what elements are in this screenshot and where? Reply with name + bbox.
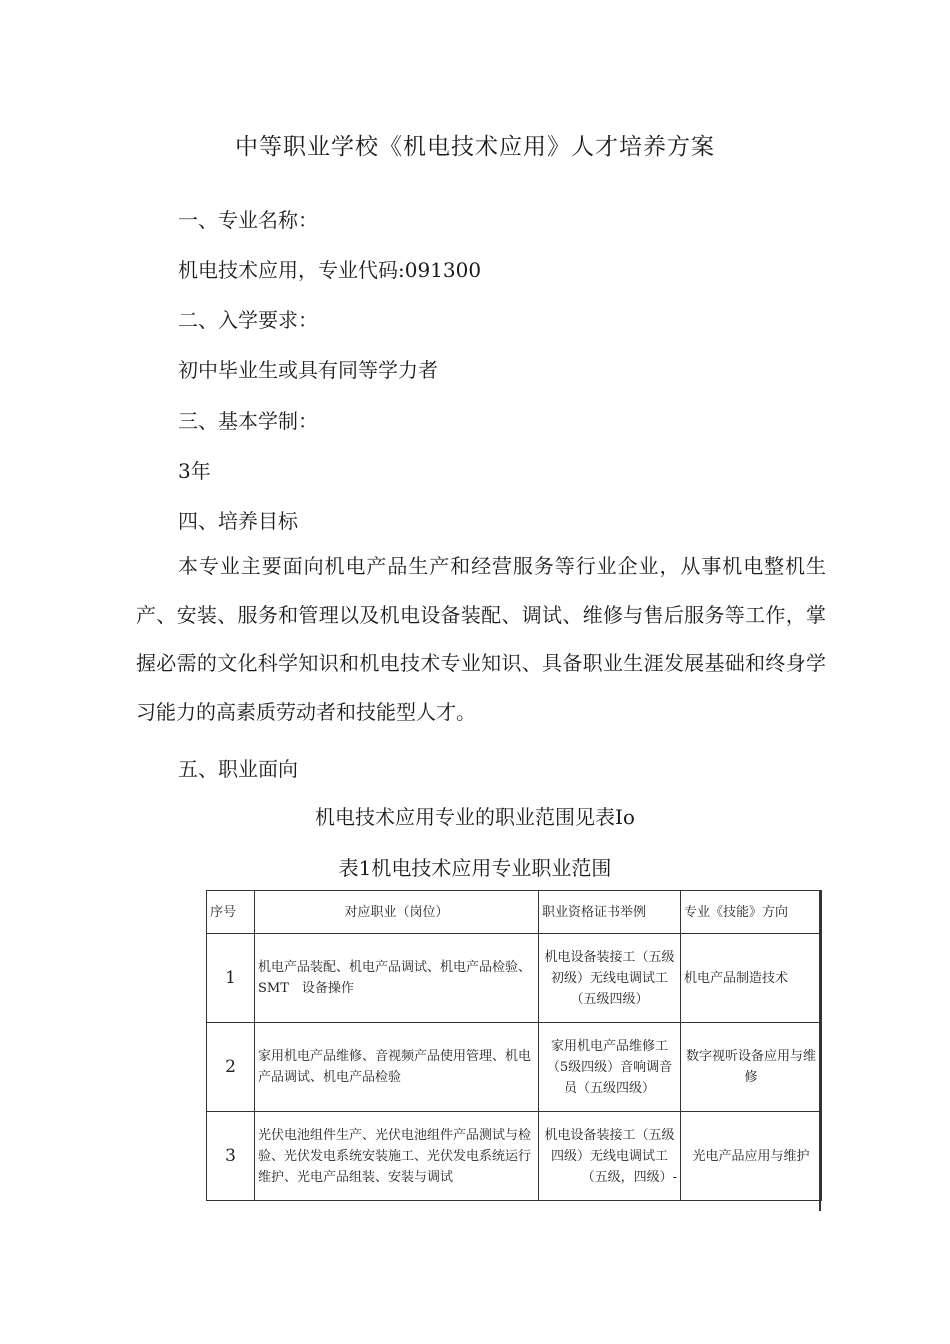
header-index: 序号: [207, 891, 255, 934]
row-certificate: [539, 1112, 681, 1201]
table-header-row: [207, 891, 822, 934]
row-certificate-tail: （五级，四级）-: [581, 1169, 677, 1185]
row-index: 1: [207, 934, 255, 1023]
section-1-heading: 一、专业名称：: [178, 208, 318, 232]
section-5-heading: 五、职业面向: [178, 757, 298, 781]
table-caption: 表1机电技术应用专业职业范围: [338, 856, 612, 880]
row-index: 2: [207, 1023, 255, 1112]
header-certificate: 职业资格证书举例: [539, 891, 681, 934]
header-occupation: 对应职业（岗位）: [255, 891, 539, 934]
page-title: 中等职业学校《机电技术应用》人才培养方案: [235, 134, 715, 160]
row-direction: 机电产品制造技术: [681, 934, 822, 1023]
section-4-heading: 四、培养目标: [178, 509, 298, 533]
row-certificate: 机电设备装接工（五级初级）无线电调试工（五级四级）: [539, 934, 681, 1023]
row-direction: 光电产品应用与维护: [681, 1112, 822, 1201]
table-row: [207, 1112, 822, 1201]
admission-text: 初中毕业生或具有同等学力者: [178, 358, 438, 382]
row-occupation: 机电产品装配、机电产品调试、机电产品检验、SMT 设备操作: [255, 934, 539, 1023]
major-name-text: 机电技术应用，专业代码:091300: [178, 258, 482, 282]
table-intro-text: 机电技术应用专业的职业范围见表Io: [315, 805, 635, 829]
table-row: [207, 934, 822, 1023]
row-direction: 数字视听设备应用与维修: [681, 1023, 822, 1112]
header-direction: 专业《技能》方向: [681, 891, 822, 934]
row-certificate-main: 机电设备装接工（五级四级）无线电调试工: [544, 1127, 675, 1164]
section-2-heading: 二、入学要求：: [178, 308, 318, 332]
occupation-scope-table: [206, 890, 822, 1201]
row-occupation: 家用机电产品维修、音视频产品使用管理、机电产品调试、机电产品检验: [255, 1023, 539, 1112]
row-index: 3: [207, 1112, 255, 1201]
row-occupation: 光伏电池组件生产、光伏电池组件产品测试与检验、光伏发电系统安装施工、光伏发电系统运行维护、光电产品组装、安装与调试: [255, 1112, 539, 1201]
table-row: [207, 1023, 822, 1112]
row-certificate: 家用机电产品维修工（5级四级）音响调音员（五级四级）: [539, 1023, 681, 1112]
duration-text: 3年: [178, 459, 211, 483]
table-right-border: [819, 890, 821, 1211]
training-goal-paragraph: 本专业主要面向机电产品生产和经营服务等行业企业，从事机电整机生产、安装、服务和管理以及机电设备装配、调试、维修与售后服务等工作，掌握必需的文化科学知识和机电技术专业知识、具备职业生涯发展基础和终身学习能力的高素质劳动者和技能型人才。: [136, 554, 826, 724]
section-3-heading: 三、基本学制：: [178, 409, 318, 433]
